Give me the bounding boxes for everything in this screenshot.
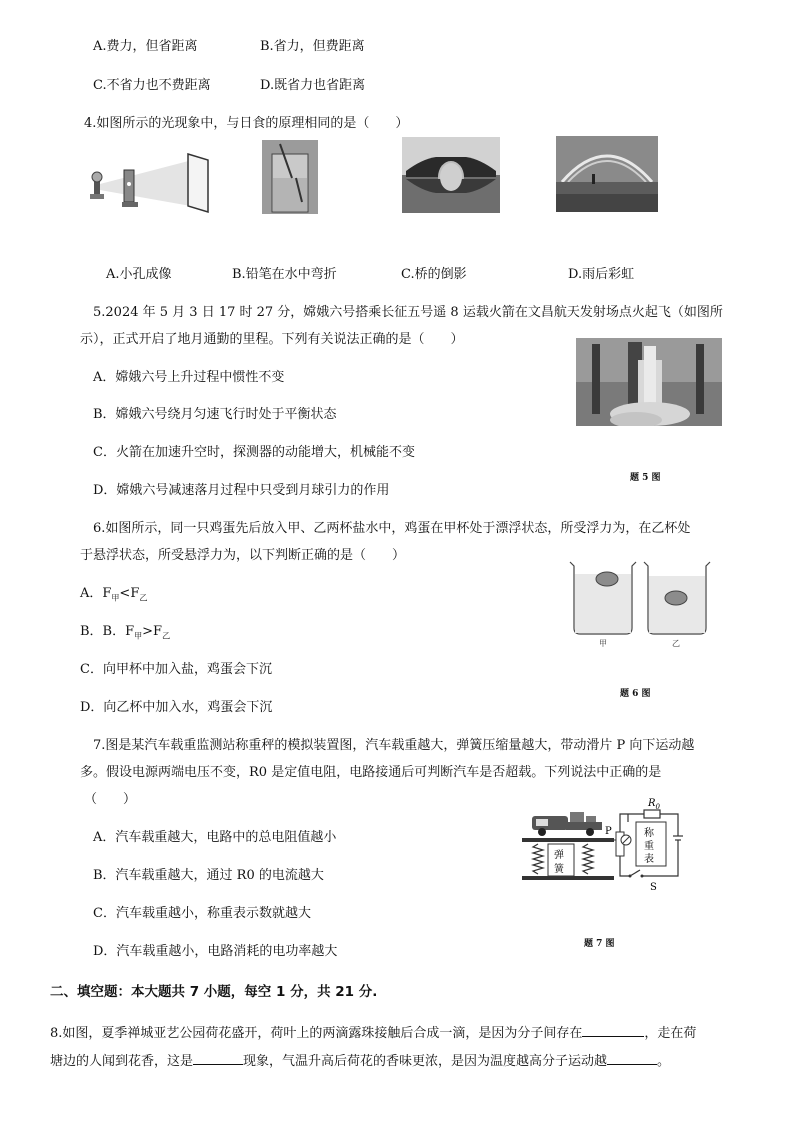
q6-option-b-sub2: 乙 [162,631,171,641]
meter-label-2: 重 [644,841,654,852]
bridge-reflection-image [402,137,500,213]
beaker-jia-label: 甲 [599,639,607,648]
q8-blank-1[interactable] [582,1023,644,1037]
q5-stem-line1: 5.2024 年 5 月 3 日 17 时 27 分，嫦娥六号搭乘长征五号遥 8 运载火箭在文昌航天发射场点火起飞（如图所 [93,305,723,320]
q5-option-a: A．嫦娥六号上升过程中惯性不变 [93,370,285,385]
resistor-r-sub: 0 [655,803,660,811]
q8-line2 [50,1051,670,1071]
q8-text-3: 塘边的人闻到花香，这是 [50,1054,194,1069]
q7-stem-line3: （ ） [84,792,137,807]
q6-option-b-pre: B．B．F [80,624,135,639]
q7-option-b: B．汽车载重越大，通过 R0 的电流越大 [93,868,324,883]
q8-text-1: 8.如图，夏季禅城亚艺公园荷花盛开，荷叶上的两滴露珠接触后合成一滴，是因为分子间存在 [50,1026,583,1041]
q5-figure-caption: 题 5 图 [630,473,661,483]
resistor-r-label: R [648,798,656,809]
meter-label-1: 称 [644,828,654,839]
q3-option-b: B.省力，但费距离 [260,39,365,54]
beakers-with-egg-figure [566,558,720,648]
beaker-yi-label: 乙 [672,639,680,648]
q7-stem-line2: 多。假设电源两端电压不变，R0 是定值电阻，电路接通后可判断汽车是否超载。下列说法中正确的是 [80,765,662,780]
resistor-r0-label [647,798,661,811]
q4-option-d: D.雨后彩虹 [568,267,635,282]
q4-option-c: C.桥的倒影 [401,267,467,282]
q6-option-a-sub2: 乙 [139,593,148,603]
q8-text-5: 。 [657,1054,671,1069]
q6-option-a-sub1: 甲 [111,593,120,603]
q7-option-a: A．汽车载重越大，电路中的总电阻值越小 [93,830,337,845]
q6-stem-line2: 于悬浮状态，所受悬浮力为，以下判断正确的是（ ） [80,548,406,563]
q4-option-a: A.小孔成像 [106,267,172,282]
q5-option-b: B．嫦娥六号绕月匀速飞行时处于平衡状态 [93,407,337,422]
q4-stem: 4.如图所示的光现象中，与日食的原理相同的是（ ） [84,116,409,131]
q7-option-c: C．汽车载重越小，称重表示数就越大 [93,906,311,921]
q7-stem-line1: 7.图是某汽车载重监测站称重秤的模拟装置图，汽车载重越大，弹簧压缩量越大，带动滑片 P 向下运动越 [93,738,695,753]
q6-option-d: D．向乙杯中加入水，鸡蛋会下沉 [80,700,273,715]
q6-option-b [80,623,170,646]
truck-icon [532,812,602,836]
q6-stem-line1: 6.如图所示，同一只鸡蛋先后放入甲、乙两杯盐水中，鸡蛋在甲杯处于漂浮状态，所受浮力为，在乙杯处 [93,521,691,536]
q7-option-d: D．汽车载重越小，电路消耗的电功率越大 [93,944,338,959]
q6-option-a [80,585,147,608]
section2-heading: 二、填空题：本大题共 7 小题，每空 1 分，共 21 分. [50,984,378,1000]
q5-option-c: C．火箭在加速升空时，探测器的动能增大，机械能不变 [93,445,415,460]
q6-figure-caption: 题 6 图 [620,689,651,699]
q8-blank-3[interactable] [607,1051,657,1065]
q6-option-b-op: >F [142,624,163,639]
q3-option-a: A.费力，但省距离 [93,39,198,54]
spring-label-2: 簧 [554,864,564,875]
q7-figure-caption: 题 7 图 [584,939,615,949]
q6-option-b-sub1: 甲 [134,631,143,641]
q8-line1 [50,1023,696,1043]
q6-option-a-pre: A．F [80,586,112,601]
pinhole-camera-image [80,150,212,216]
rainbow-image [556,136,658,212]
slider-p-label: P [605,826,612,837]
meter-label-3: 表 [644,854,654,865]
weighing-circuit-figure [518,792,688,892]
q8-text-2: ，走在荷 [644,1026,697,1041]
q6-option-a-op: <F [119,586,140,601]
q3-option-c: C.不省力也不费距离 [93,78,211,93]
q4-option-b: B.铅笔在水中弯折 [232,267,337,282]
pencil-in-water-image [262,140,318,214]
q6-option-c: C．向甲杯中加入盐，鸡蛋会下沉 [80,662,272,677]
switch-s-label: S [650,882,657,892]
q5-option-d: D．嫦娥六号减速落月过程中只受到月球引力的作用 [93,483,390,498]
q3-option-d: D.既省力也省距离 [260,78,366,93]
spring-label-1: 弹 [554,850,564,861]
q5-stem-line2: 示），正式开启了地月通勤的里程。下列有关说法正确的是（ ） [80,332,464,347]
q8-blank-2[interactable] [193,1051,243,1065]
q8-text-4: 现象，气温升高后荷花的香味更浓，是因为温度越高分子运动越 [243,1054,608,1069]
rocket-launch-image [576,338,722,426]
